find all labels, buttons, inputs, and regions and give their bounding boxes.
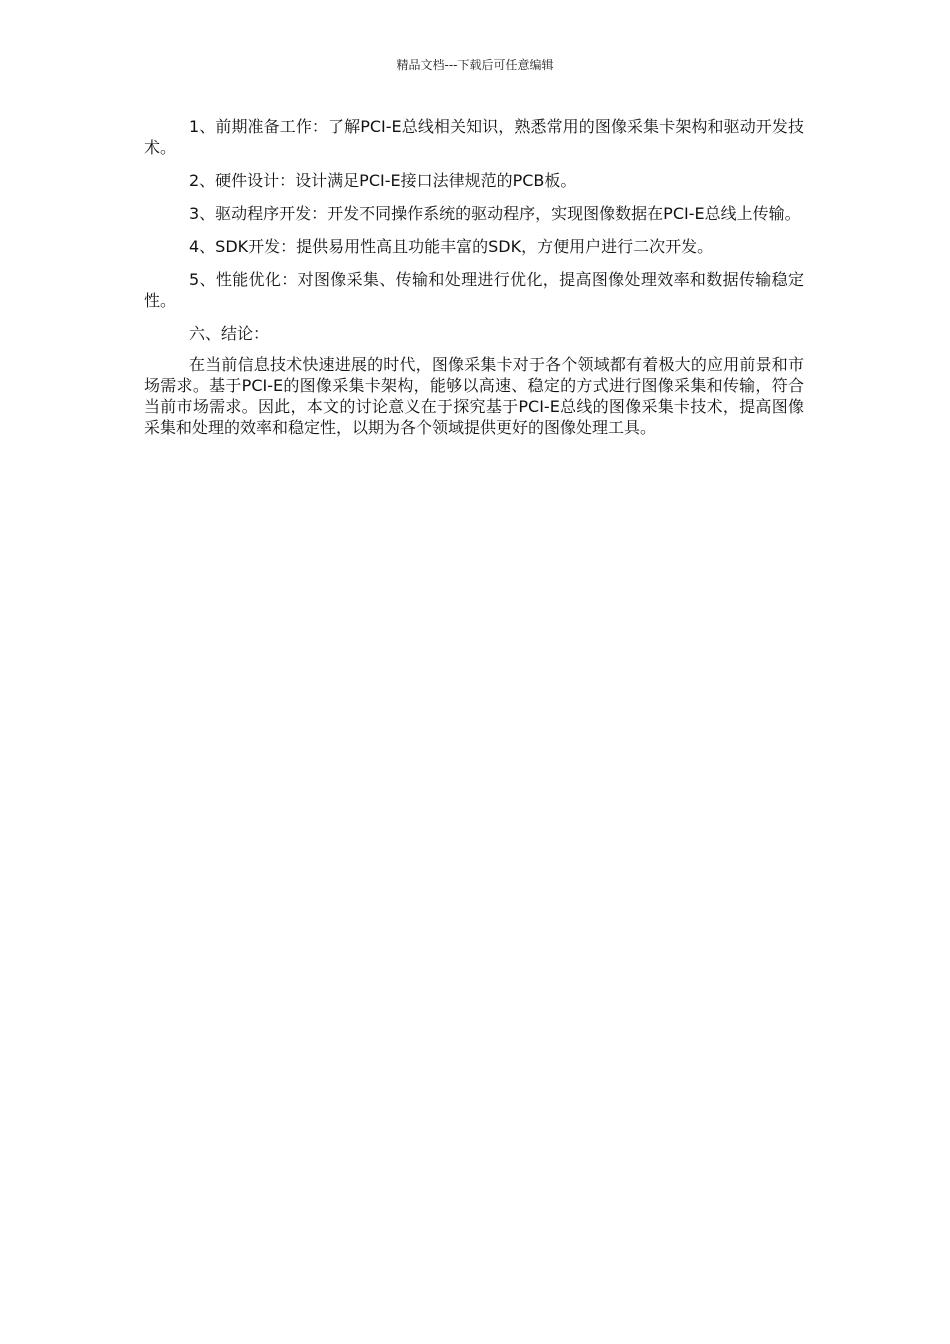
paragraph-step-2: 2、硬件设计：设计满足PCI-E接口法律规范的PCB板。 [189, 171, 577, 190]
paragraph-step-1: 1、前期准备工作：了解PCI-E总线相关知识，熟悉常用的图像采集卡架构和驱动开发技术。 [144, 117, 804, 157]
paragraph-step-5: 5、性能优化：对图像采集、传输和处理进行优化，提高图像处理效率和数据传输稳定性。 [144, 270, 804, 310]
paragraph-step-4: 4、SDK开发：提供易用性高且功能丰富的SDK，方便用户进行二次开发。 [189, 237, 714, 256]
page-header: 精品文档---下载后可任意编辑 [396, 58, 554, 72]
paragraph-conclusion: 在当前信息技术快速进展的时代，图像采集卡对于各个领域都有着极大的应用前景和市场需求。基于PCI-E的图像采集卡架构，能够以高速、稳定的方式进行图像采集和传输，符合当前市场需求。因此，本文的讨论意义在于探究基于PCI-E总线的图像采集卡技术，提高图像采集和处理的效率和稳定性，以期为各个领域提供更好的图像处理工具。 [144, 355, 804, 437]
paragraph-step-3: 3、驱动程序开发：开发不同操作系统的驱动程序，实现图像数据在PCI-E总线上传输。 [189, 204, 801, 223]
document-body [144, 116, 804, 450]
section-heading-conclusion: 六、结论： [189, 324, 270, 343]
